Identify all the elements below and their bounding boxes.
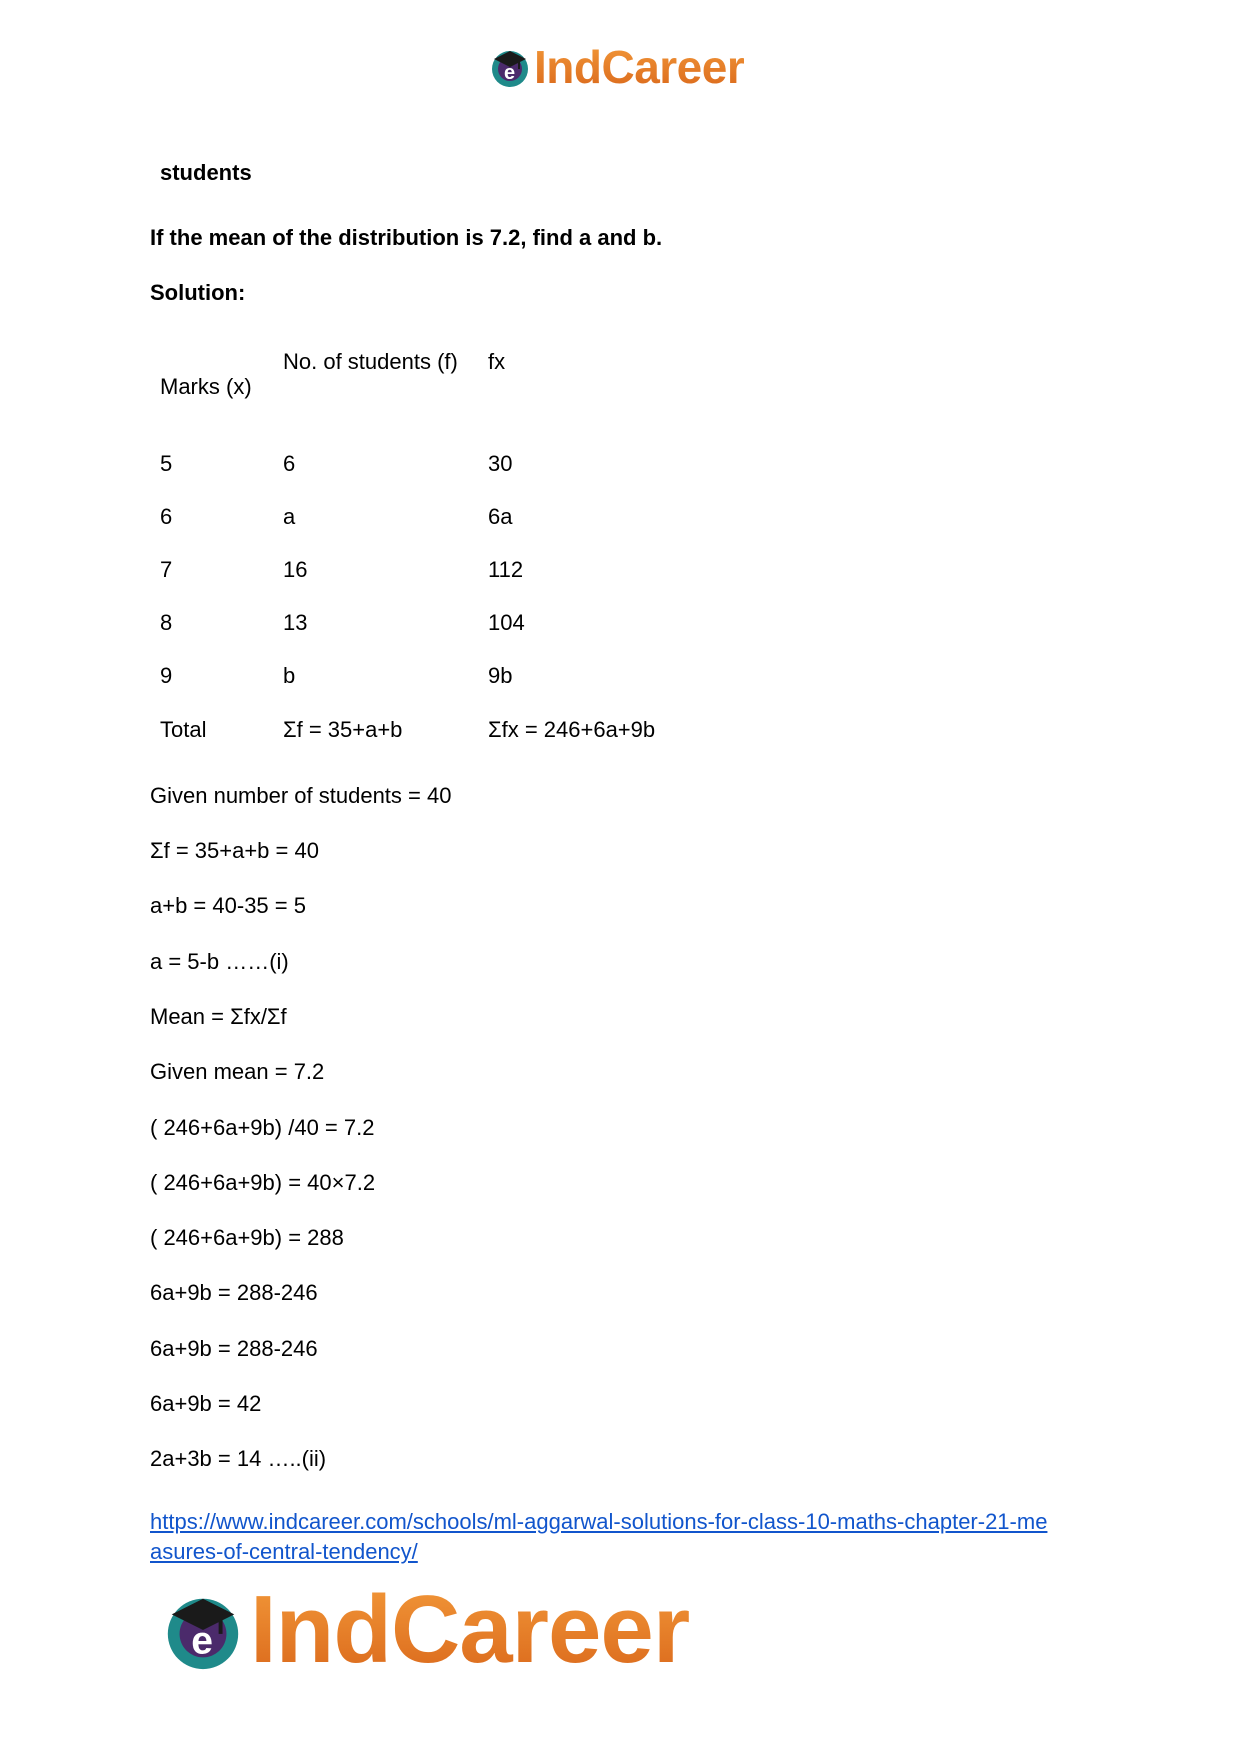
svg-text:e: e — [504, 62, 516, 84]
solution-step: a = 5-b ……(i) — [150, 949, 289, 974]
table-cell-f: 13 — [283, 610, 308, 635]
table-cell-f: Σf = 35+a+b — [283, 717, 403, 742]
question-prompt: If the mean of the distribution is 7.2, find a and b. — [150, 225, 663, 250]
source-link-line2: asures-of-central-tendency/ — [150, 1539, 418, 1564]
table-cell-fx: Σfx = 246+6a+9b — [488, 717, 656, 742]
table-cell-f: b — [283, 663, 296, 688]
solution-step: Given number of students = 40 — [150, 783, 452, 808]
table-cell-f: 6 — [283, 451, 296, 476]
table-cell-x: 5 — [160, 451, 173, 476]
table-cell-x: 7 — [160, 557, 173, 582]
table-cell-x: 8 — [160, 610, 173, 635]
solution-step: 2a+3b = 14 …..(ii) — [150, 1446, 327, 1471]
source-link-line1: https://www.indcareer.com/schools/ml-aggarwal-solutions-for-class-10-maths-chapter-21-me — [150, 1509, 1048, 1534]
solution-step: Given mean = 7.2 — [150, 1059, 325, 1084]
table-cell-f: a — [283, 504, 296, 529]
table-cell-x: Total — [160, 717, 207, 742]
table-cell-x: 9 — [160, 663, 173, 688]
brand-logo-text: IndCareer — [534, 41, 745, 93]
brand-logo-text: IndCareer — [250, 1576, 690, 1683]
solution-label: Solution: — [150, 280, 246, 305]
table-header-fx: fx — [488, 349, 506, 374]
svg-text:e: e — [191, 1619, 214, 1663]
brand-logo-header — [488, 42, 744, 92]
table-cell-fx: 6a — [488, 504, 513, 529]
source-link[interactable] — [150, 1507, 1090, 1567]
solution-step: 6a+9b = 288-246 — [150, 1280, 318, 1305]
table-cell-fx: 112 — [488, 557, 524, 582]
table-cell-fx: 30 — [488, 451, 513, 476]
solution-step: a+b = 40-35 = 5 — [150, 893, 306, 918]
table-cell-fx: 9b — [488, 663, 513, 688]
solution-step: 6a+9b = 42 — [150, 1391, 262, 1416]
solution-step: ( 246+6a+9b) /40 = 7.2 — [150, 1115, 375, 1140]
table-cell-fx: 104 — [488, 610, 525, 635]
solution-step: Mean = Σfx/Σf — [150, 1004, 287, 1029]
brand-logo-footer — [160, 1576, 690, 1683]
students-word: students — [160, 160, 252, 185]
solution-step: ( 246+6a+9b) = 288 — [150, 1225, 344, 1250]
solution-step: Σf = 35+a+b = 40 — [150, 838, 319, 863]
solution-step: ( 246+6a+9b) = 40×7.2 — [150, 1170, 376, 1195]
table-cell-f: 16 — [283, 557, 308, 582]
solution-step: 6a+9b = 288-246 — [150, 1336, 318, 1361]
graduate-cap-icon — [488, 45, 532, 89]
table-header-marks: Marks (x) — [160, 374, 252, 399]
table-cell-x: 6 — [160, 504, 173, 529]
graduate-cap-icon — [160, 1587, 246, 1673]
table-header-students: No. of students (f) — [283, 349, 458, 374]
